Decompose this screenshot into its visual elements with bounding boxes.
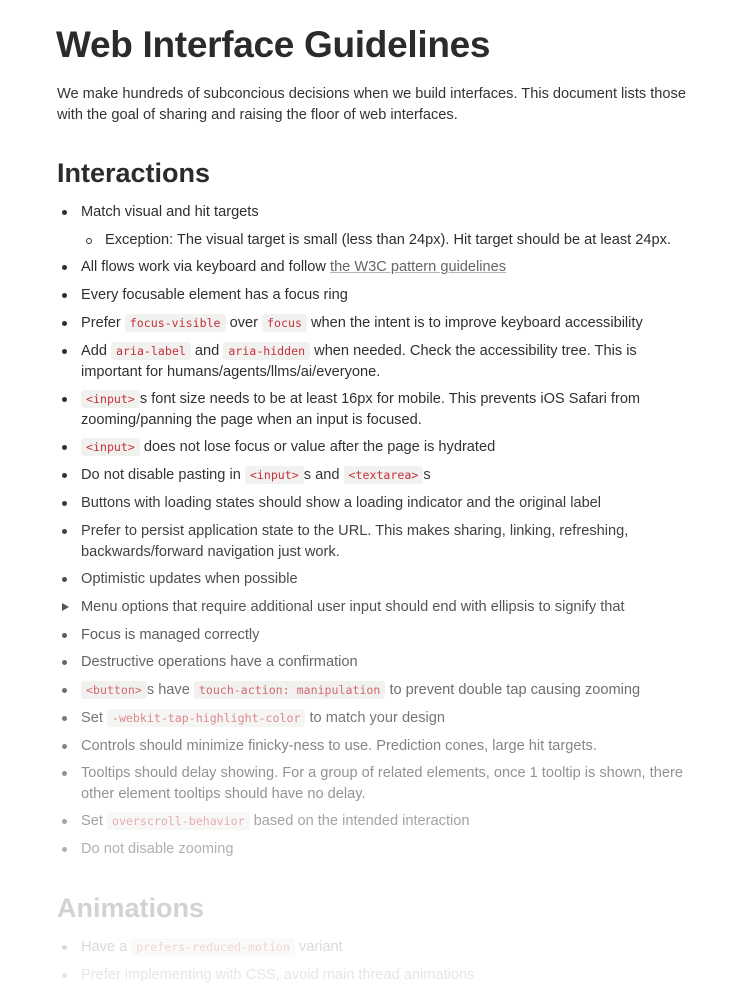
inline-code: overscroll-behavior — [107, 812, 250, 830]
list-item: Focus is managed correctly — [81, 625, 701, 646]
bullet-icon — [62, 321, 67, 326]
bullet-icon — [62, 445, 67, 450]
list-item: <input> does not lose focus or value after the page is hydrated — [81, 437, 701, 458]
bullet-icon — [62, 847, 67, 852]
bullet-icon — [62, 973, 67, 978]
list-item: Destructive operations have a confirmation — [81, 652, 701, 673]
bullet-icon — [62, 349, 67, 354]
list-item: All flows work via keyboard and follow the W3C pattern guidelines — [81, 257, 701, 278]
list-item: Match visual and hit targets — [81, 202, 701, 223]
list-item: <input> s font size needs to be at least 16px for mobile. This prevents iOS Safari from zooming/panning the page when an input is focused. — [81, 389, 701, 430]
inline-code: prefers-reduced-motion — [131, 938, 295, 956]
w3c-guidelines-link[interactable]: the W3C pattern guidelines — [330, 259, 507, 275]
bullet-icon — [62, 293, 67, 298]
list-item: <button> s have touch-action: manipulation to prevent double tap causing zooming — [81, 680, 701, 701]
bullet-icon — [62, 473, 67, 478]
list-item: Buttons with loading states should show a loading indicator and the original label — [81, 493, 701, 514]
list-item: Set -webkit-tap-highlight-color to match your design — [81, 708, 701, 729]
list-item: Do not disable zooming — [81, 839, 701, 860]
bullet-icon — [62, 660, 67, 665]
list-item-sub: Exception: The visual target is small (less than 24px). Hit target should be at least 24px. — [105, 230, 725, 251]
bullet-icon — [62, 744, 67, 749]
toggle-list-item[interactable]: Menu options that require additional user input should end with ellipsis to signify that — [81, 597, 701, 618]
bullet-icon — [62, 529, 67, 534]
inline-code: focus-visible — [125, 314, 226, 332]
intro-paragraph: We make hundreds of subconcious decisions when we build interfaces. This document lists those with the goal of sharing and raising the floor of web interfaces. — [57, 86, 686, 123]
list-item: Optimistic updates when possible — [81, 569, 701, 590]
bullet-icon — [62, 577, 67, 582]
list-item: Set overscroll-behavior based on the intended interaction — [81, 811, 701, 832]
inline-code: <textarea> — [344, 466, 424, 484]
inline-code: <input> — [81, 438, 140, 456]
bullet-icon — [62, 210, 67, 215]
bullet-icon — [62, 688, 67, 693]
hollow-bullet-icon — [86, 238, 92, 244]
inline-code: aria-hidden — [223, 342, 310, 360]
bullet-icon — [62, 771, 67, 776]
section-heading-animations: Animations — [57, 893, 205, 923]
list-item: Controls should minimize finicky-ness to use. Prediction cones, large hit targets. — [81, 736, 701, 757]
list-item: Prefer implementing with CSS, avoid main thread animations — [81, 965, 701, 986]
list-item: Do not disable pasting in <input> s and <textarea> s — [81, 465, 701, 486]
bullet-icon — [62, 633, 67, 638]
bullet-icon — [62, 716, 67, 721]
inline-code: <input> — [81, 390, 140, 408]
bullet-icon — [62, 501, 67, 506]
list-item: Add aria-label and aria-hidden when needed. Check the accessibility tree. This is important for humans/agents/llms/ai/everyone. — [81, 341, 701, 382]
bullet-icon — [62, 397, 67, 402]
list-item: Prefer focus-visible over focus when the intent is to improve keyboard accessibility — [81, 313, 701, 334]
list-item: Tooltips should delay showing. For a group of related elements, once 1 tooltip is shown, there other element tooltips should have no delay. — [81, 763, 701, 804]
list-item: Every focusable element has a focus ring — [81, 285, 701, 306]
bullet-icon — [62, 265, 67, 270]
inline-code: touch-action: manipulation — [194, 681, 385, 699]
inline-code: focus — [262, 314, 307, 332]
list-item: Prefer to persist application state to the URL. This makes sharing, linking, refreshing, backwards/forward navigation just work. — [81, 521, 661, 562]
section-heading-interactions: Interactions — [57, 158, 211, 188]
bullet-icon — [62, 945, 67, 950]
disclosure-triangle-icon[interactable] — [62, 603, 69, 611]
page-title: Web Interface Guidelines — [56, 24, 491, 65]
inline-code: <input> — [245, 466, 304, 484]
inline-code: aria-label — [111, 342, 191, 360]
inline-code: -webkit-tap-highlight-color — [107, 709, 305, 727]
inline-code: <button> — [81, 681, 147, 699]
bullet-icon — [62, 819, 67, 824]
list-item: Have a prefers-reduced-motion variant — [81, 937, 701, 958]
